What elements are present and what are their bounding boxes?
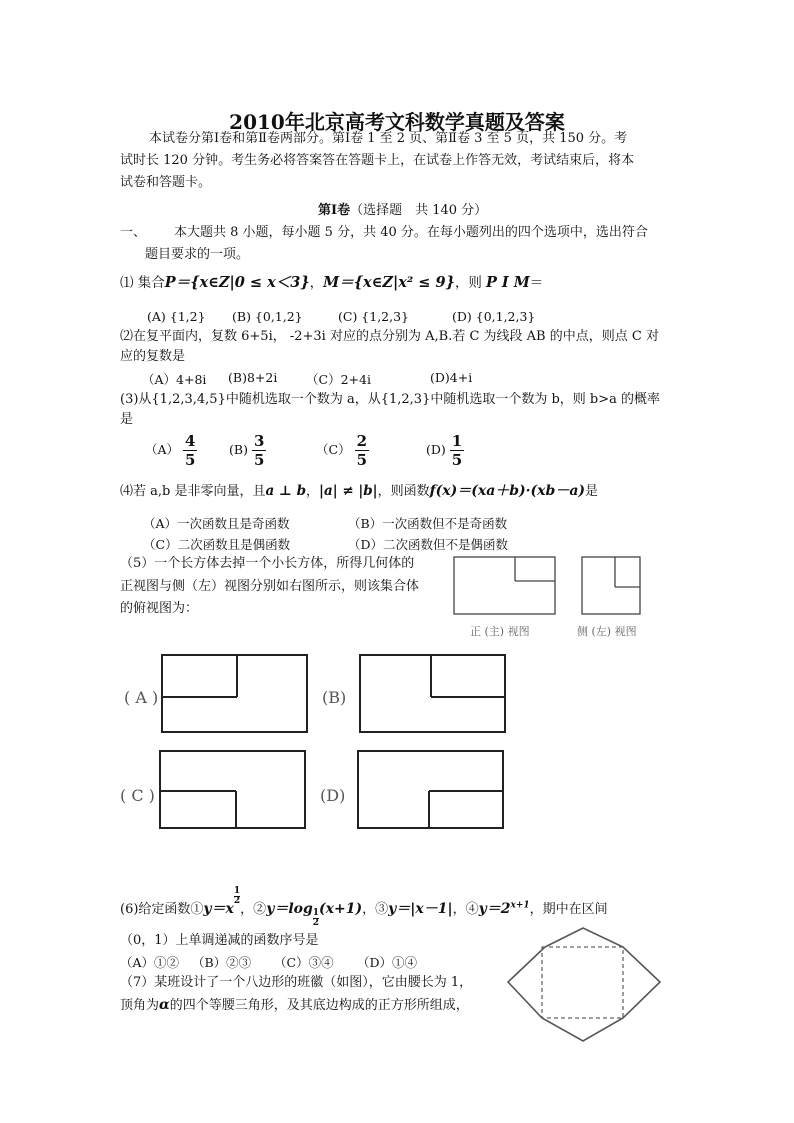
q3-option-d-label: (D) xyxy=(426,442,446,457)
q4-func: f(x)＝(xa＋b)·(xb－a) xyxy=(429,483,586,499)
q1-text-post: ＝ xyxy=(529,275,544,291)
q4-text-2: ，则函数 xyxy=(377,484,430,499)
q5-option-c-figure xyxy=(158,749,308,831)
q3-line-2: 是 xyxy=(120,412,134,427)
q6-f1-exp-den: 2 xyxy=(233,896,241,906)
q1-option-c: (C) {1,2,3} xyxy=(338,309,410,324)
q1-option-b: (B) {0,1,2} xyxy=(232,309,303,324)
q3-c-numerator: 2 xyxy=(356,432,367,450)
q2-option-d: (D)4+i xyxy=(430,370,473,385)
q3-option-d xyxy=(426,432,464,469)
intro-line-2: 试时长 120 分钟。考生务必将答案答在答题卡上，在试卷上作答无效，考试结束后，将本 xyxy=(120,153,635,168)
intro-line-3: 试卷和答题卡。 xyxy=(120,175,212,190)
q1-set-m: M＝{x∈Z|x² ≤ 9} xyxy=(323,274,455,291)
q6-f1-exp-num: 1 xyxy=(233,886,241,896)
q7-line-2-pre: 顶角为 xyxy=(120,998,160,1013)
q3-a-numerator: 4 xyxy=(185,432,196,450)
q3-option-b xyxy=(229,432,266,469)
q1-text-mid: ，则 xyxy=(454,275,482,291)
side-view-figure xyxy=(580,555,644,617)
q5-label-d: (D) xyxy=(320,786,346,805)
q5-line-3: 的俯视图为： xyxy=(120,601,199,616)
front-view-figure xyxy=(452,555,558,617)
question-6 xyxy=(120,887,608,928)
q5-option-b-figure xyxy=(358,653,508,735)
q6-text-2: ，② xyxy=(240,902,267,917)
page-title: 2010年北京高考文科数学真题及答案 xyxy=(229,110,565,134)
q3-option-a-fraction xyxy=(183,432,197,469)
octagon-badge-figure xyxy=(505,925,665,1045)
q2-option-b: (B)8+2i xyxy=(228,370,278,385)
q3-a-denominator: 5 xyxy=(185,451,196,469)
q7-line-2 xyxy=(120,994,469,1017)
q5-option-a-figure xyxy=(160,653,310,735)
q7-line-1: （7）某班设计了一个八边形的班徽（如图），它由腰长为 1， xyxy=(120,975,473,990)
q1-number: ⑴ xyxy=(120,275,134,291)
q2-line-2: 应的复数是 xyxy=(120,349,186,364)
q2-line-1: ⑵在复平面内，复数 6+5i， -2+3i 对应的点分别为 A,B.若 C 为线段 AB 的中点，则点 C 对 xyxy=(120,329,659,344)
q6-f2-arg: (x+1) xyxy=(319,901,363,917)
q3-c-denominator: 5 xyxy=(356,451,367,469)
q3-b-denominator: 5 xyxy=(253,451,265,469)
q3-option-c xyxy=(316,432,369,469)
q3-option-b-label: (B) xyxy=(229,442,248,457)
q1-sep: ， xyxy=(309,275,324,291)
section-instructions-2: 题目要求的一项。 xyxy=(145,247,250,262)
side-view-caption: 侧 (左) 视图 xyxy=(577,625,637,638)
section-heading-rest: （选择题 共 140 分） xyxy=(350,203,488,218)
q1-expr: P I M xyxy=(485,274,530,291)
q3-d-numerator: 1 xyxy=(451,432,463,450)
section-heading xyxy=(318,200,487,222)
q3-option-a xyxy=(145,432,197,469)
q3-option-c-label: （C） xyxy=(316,442,351,457)
q3-d-denominator: 5 xyxy=(451,451,463,469)
q6-f4: y＝2 xyxy=(478,901,511,917)
question-4 xyxy=(120,480,598,503)
question-1 xyxy=(120,272,543,294)
q6-text-1: (6)给定函数① xyxy=(120,902,204,917)
q7-alpha: α xyxy=(159,997,170,1013)
q4-option-d: （D）二次函数但不是偶函数 xyxy=(348,537,509,552)
q4-abs: |a| ≠ |b| xyxy=(319,483,378,499)
q4-option-c: （C）二次函数且是偶函数 xyxy=(143,537,291,552)
q6-text-4: ，④ xyxy=(452,902,479,917)
q6-f2: y＝log xyxy=(266,901,313,917)
intro-line-1: 本试卷分第Ⅰ卷和第Ⅱ卷两部分。第Ⅰ卷 1 至 2 页、第Ⅱ卷 3 至 5 页，共 150 分。考 xyxy=(149,131,628,146)
q1-set-p: P＝{x∈Z|0 ≤ x＜3} xyxy=(164,274,310,291)
q4-option-b: （B）一次函数但不是奇函数 xyxy=(348,516,508,531)
q6-f2-base-den: 2 xyxy=(312,918,320,928)
q3-line-1: (3)从{1,2,3,4,5}中随机选取一个数为 a，从{1,2,3}中随机选取一个数为 b，则 b>a 的概率 xyxy=(120,392,661,407)
q4-perp: a ⊥ b xyxy=(265,483,307,499)
q3-b-numerator: 3 xyxy=(253,432,265,450)
section-heading-bold: 第Ⅰ卷 xyxy=(318,203,351,218)
section-instructions-1: 本大题共 8 小题，每小题 5 分，共 40 分。在每小题列出的四个选项中，选出符合 xyxy=(174,225,648,240)
q6-line-2: （0，1）上单调递减的函数序号是 xyxy=(120,933,319,948)
q5-line-1: （5）一个长方体去掉一个小长方体，所得几何体的 xyxy=(120,556,415,571)
q3-option-d-fraction xyxy=(450,432,464,469)
section-number: 一、 xyxy=(120,225,147,240)
q6-f4-exponent: x+1 xyxy=(510,900,530,911)
q3-option-b-fraction xyxy=(252,432,266,469)
q6-option-a: （A）①② xyxy=(120,955,180,970)
q7-line-2-post: 的四个等腰三角形，及其底边构成的正方形所组成， xyxy=(169,998,469,1013)
q5-label-c: ( C ) xyxy=(120,786,155,805)
q5-label-a: ( A ) xyxy=(124,688,159,707)
q4-text-1: ⑷若 a,b 是非零向量，且 xyxy=(120,484,266,499)
q6-f3: y＝|x－1| xyxy=(388,901,453,917)
q6-text-5: ，期中在区间 xyxy=(529,902,608,917)
q5-label-b: (B) xyxy=(322,688,347,707)
q4-option-a: （A）一次函数且是奇函数 xyxy=(143,516,290,531)
q6-f2-base-num: 1 xyxy=(312,908,320,918)
q3-option-a-label: （A） xyxy=(145,442,180,457)
q5-line-2: 正视图与侧（左）视图分别如右图所示，则该集合体 xyxy=(120,579,420,594)
q6-option-b: （B）②③ xyxy=(192,955,252,970)
q5-option-d-figure xyxy=(356,749,506,831)
front-view-caption: 正 (主) 视图 xyxy=(470,625,530,638)
q3-option-c-fraction xyxy=(355,432,369,469)
q1-option-d: (D) {0,1,2,3} xyxy=(452,309,536,324)
q2-option-a: （A）4+8i xyxy=(142,372,207,387)
q6-option-c: （C）③④ xyxy=(274,955,334,970)
q2-option-c: （C）2+4i xyxy=(306,372,371,387)
q6-option-d: （D）①④ xyxy=(357,955,418,970)
q6-text-3: ，③ xyxy=(362,902,389,917)
q4-sep: ， xyxy=(306,484,320,499)
q6-f1: y＝x xyxy=(203,901,234,917)
q1-option-a: (A) {1,2} xyxy=(147,309,206,324)
q1-text-pre: 集合 xyxy=(137,275,165,291)
q4-text-3: 是 xyxy=(585,484,599,499)
